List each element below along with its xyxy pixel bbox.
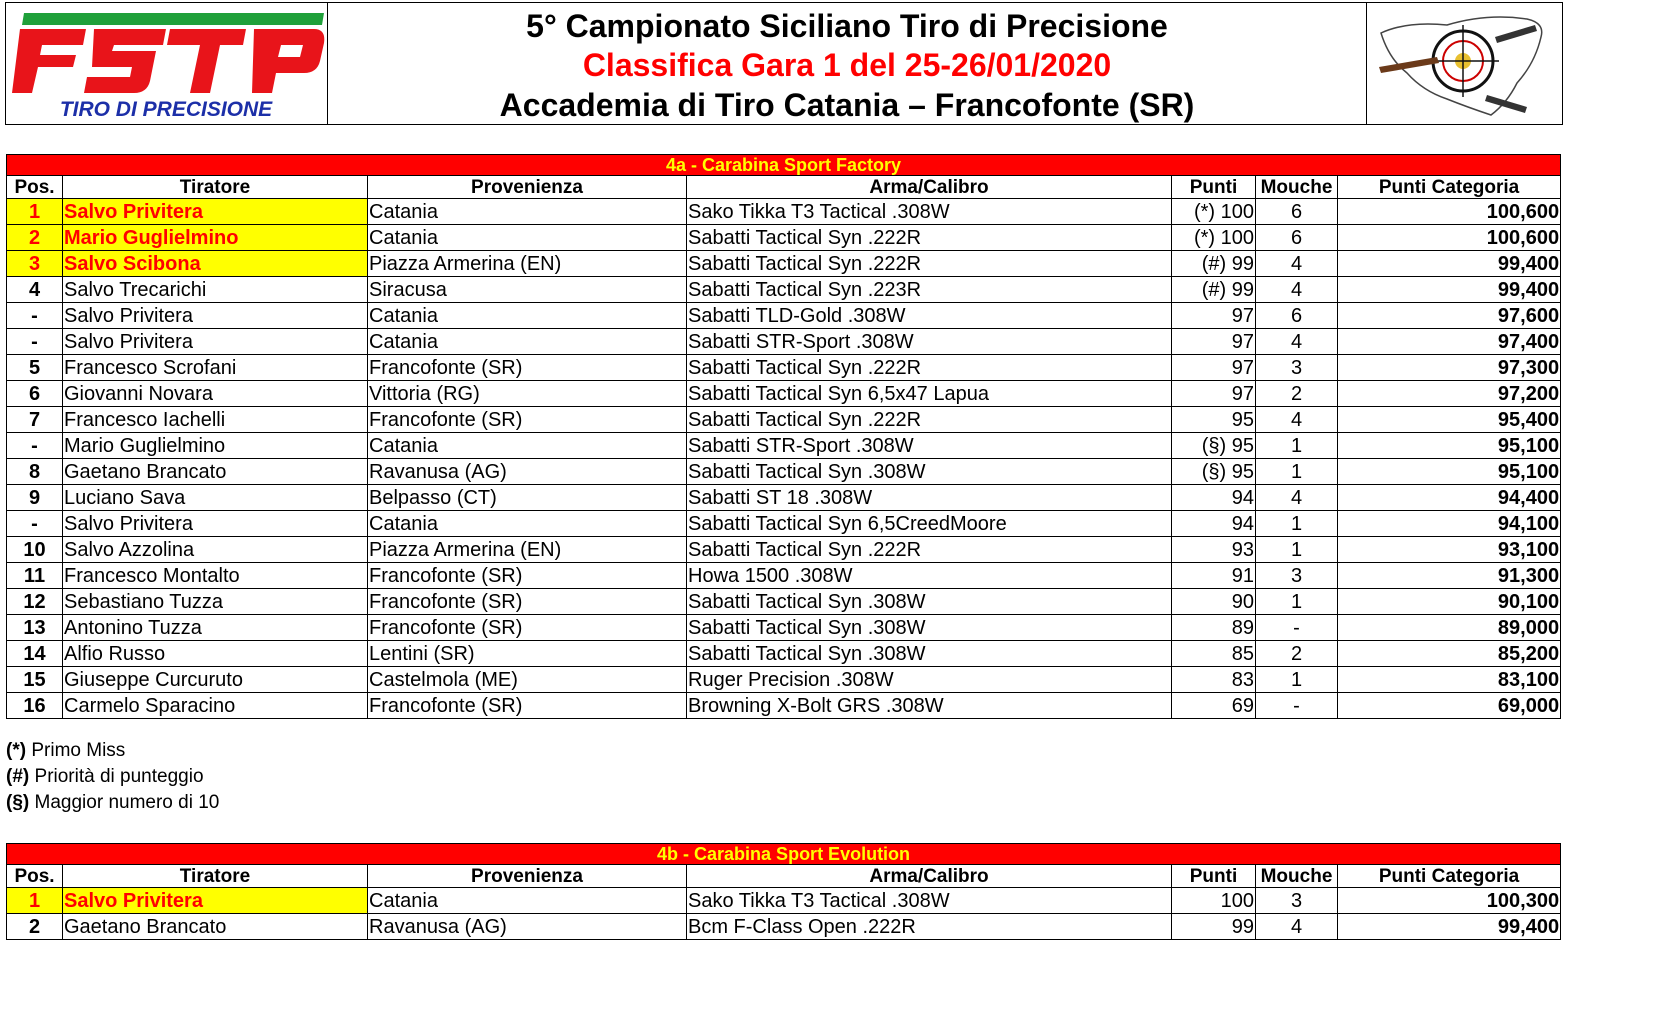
points-cell: (*) 100 — [1172, 225, 1256, 251]
points-cell: 91 — [1172, 563, 1256, 589]
points-cell: 85 — [1172, 641, 1256, 667]
origin-cell: Piazza Armerina (EN) — [368, 537, 687, 563]
position-cell: 4 — [7, 277, 63, 303]
col-pos: Pos. — [7, 865, 63, 888]
points-cell: 97 — [1172, 381, 1256, 407]
sicily-target-icon — [1367, 3, 1561, 124]
weapon-cell: Sabatti Tactical Syn .223R — [687, 277, 1172, 303]
col-mouche: Mouche — [1256, 865, 1338, 888]
position-cell: 16 — [7, 693, 63, 719]
origin-cell: Vittoria (RG) — [368, 381, 687, 407]
origin-cell: Francofonte (SR) — [368, 693, 687, 719]
shooter-cell: Salvo Trecarichi — [63, 277, 368, 303]
shooter-cell: Francesco Iachelli — [63, 407, 368, 433]
position-cell: 13 — [7, 615, 63, 641]
points-cell: 89 — [1172, 615, 1256, 641]
position-cell: - — [7, 433, 63, 459]
category-title: 4b - Carabina Sport Evolution — [7, 844, 1561, 865]
venue-title: Accademia di Tiro Catania – Francofonte (SR) — [499, 87, 1195, 123]
points-cell: 100 — [1172, 888, 1256, 914]
shooter-cell: Sebastiano Tuzza — [63, 589, 368, 615]
mouche-cell: 4 — [1256, 407, 1338, 433]
shooter-cell: Giovanni Novara — [63, 381, 368, 407]
table-row — [7, 459, 1561, 485]
table-row — [7, 615, 1561, 641]
table-row — [7, 693, 1561, 719]
position-cell: - — [7, 303, 63, 329]
shooter-cell: Alfio Russo — [63, 641, 368, 667]
mouche-cell: - — [1256, 615, 1338, 641]
origin-cell: Catania — [368, 225, 687, 251]
category-points-cell: 95,400 — [1338, 407, 1561, 433]
weapon-cell: Sabatti Tactical Syn .308W — [687, 589, 1172, 615]
category-title: 4a - Carabina Sport Factory — [7, 155, 1561, 176]
category-header-row — [7, 155, 1561, 176]
col-mouche: Mouche — [1256, 176, 1338, 199]
footnote: (#) Priorità di punteggio — [6, 766, 204, 787]
origin-cell: Francofonte (SR) — [368, 589, 687, 615]
category-points-cell: 69,000 — [1338, 693, 1561, 719]
table-row — [7, 407, 1561, 433]
points-cell: 94 — [1172, 485, 1256, 511]
mouche-cell: 2 — [1256, 381, 1338, 407]
championship-title: 5° Campionato Siciliano Tiro di Precisione — [526, 8, 1168, 44]
position-cell: 11 — [7, 563, 63, 589]
mouche-cell: 1 — [1256, 459, 1338, 485]
points-cell: 97 — [1172, 329, 1256, 355]
points-cell: 83 — [1172, 667, 1256, 693]
col-origin: Provenienza — [368, 865, 687, 888]
footnote: (*) Primo Miss — [6, 740, 126, 761]
weapon-cell: Sabatti Tactical Syn .222R — [687, 251, 1172, 277]
col-cat-points: Punti Categoria — [1338, 176, 1561, 199]
col-weapon: Arma/Calibro — [687, 176, 1172, 199]
position-cell: 1 — [7, 888, 63, 914]
position-cell: 14 — [7, 641, 63, 667]
table-row — [7, 485, 1561, 511]
weapon-cell: Bcm F-Class Open .222R — [687, 914, 1172, 940]
category-points-cell: 99,400 — [1338, 277, 1561, 303]
footnotes — [6, 738, 219, 816]
table-row — [7, 329, 1561, 355]
points-cell: 99 — [1172, 914, 1256, 940]
table-row — [7, 641, 1561, 667]
table-row — [7, 563, 1561, 589]
shooter-cell: Mario Guglielmino — [63, 225, 368, 251]
origin-cell: Siracusa — [368, 277, 687, 303]
shooter-cell: Francesco Montalto — [63, 563, 368, 589]
mouche-cell: 1 — [1256, 589, 1338, 615]
mouche-cell: 6 — [1256, 225, 1338, 251]
position-cell: 9 — [7, 485, 63, 511]
col-cat-points: Punti Categoria — [1338, 865, 1561, 888]
category-points-cell: 99,400 — [1338, 251, 1561, 277]
table-row — [7, 537, 1561, 563]
position-cell: 10 — [7, 537, 63, 563]
table-row — [7, 355, 1561, 381]
mouche-cell: 1 — [1256, 537, 1338, 563]
category-points-cell: 89,000 — [1338, 615, 1561, 641]
points-cell: 95 — [1172, 407, 1256, 433]
shooter-cell: Antonino Tuzza — [63, 615, 368, 641]
origin-cell: Francofonte (SR) — [368, 355, 687, 381]
shooter-cell: Salvo Privitera — [63, 329, 368, 355]
weapon-cell: Browning X-Bolt GRS .308W — [687, 693, 1172, 719]
mouche-cell: 3 — [1256, 355, 1338, 381]
category-points-cell: 83,100 — [1338, 667, 1561, 693]
weapon-cell: Sabatti Tactical Syn .222R — [687, 225, 1172, 251]
weapon-cell: Howa 1500 .308W — [687, 563, 1172, 589]
origin-cell: Catania — [368, 329, 687, 355]
weapon-cell: Sabatti TLD-Gold .308W — [687, 303, 1172, 329]
column-header-row — [7, 865, 1561, 888]
svg-text:TIRO DI PRECISIONE: TIRO DI PRECISIONE — [59, 98, 273, 121]
shooter-cell: Giuseppe Curcuruto — [63, 667, 368, 693]
shooter-cell: Salvo Privitera — [63, 511, 368, 537]
origin-cell: Francofonte (SR) — [368, 615, 687, 641]
points-cell: (§) 95 — [1172, 433, 1256, 459]
col-pos: Pos. — [7, 176, 63, 199]
points-cell: 69 — [1172, 693, 1256, 719]
category-points-cell: 100,300 — [1338, 888, 1561, 914]
weapon-cell: Sabatti Tactical Syn 6,5x47 Lapua — [687, 381, 1172, 407]
table-row — [7, 667, 1561, 693]
category-points-cell: 95,100 — [1338, 433, 1561, 459]
category-points-cell: 97,200 — [1338, 381, 1561, 407]
weapon-cell: Sabatti Tactical Syn .308W — [687, 615, 1172, 641]
position-cell: 8 — [7, 459, 63, 485]
mouche-cell: 1 — [1256, 511, 1338, 537]
origin-cell: Catania — [368, 511, 687, 537]
weapon-cell: Sako Tikka T3 Tactical .308W — [687, 888, 1172, 914]
mouche-cell: 1 — [1256, 433, 1338, 459]
position-cell: 2 — [7, 225, 63, 251]
mouche-cell: 4 — [1256, 914, 1338, 940]
position-cell: 15 — [7, 667, 63, 693]
table-row — [7, 914, 1561, 940]
weapon-cell: Sabatti Tactical Syn .308W — [687, 459, 1172, 485]
mouche-cell: 2 — [1256, 641, 1338, 667]
points-cell: (#) 99 — [1172, 251, 1256, 277]
mouche-cell: - — [1256, 693, 1338, 719]
weapon-cell: Sabatti ST 18 .308W — [687, 485, 1172, 511]
weapon-cell: Sabatti Tactical Syn .222R — [687, 355, 1172, 381]
origin-cell: Catania — [368, 433, 687, 459]
shooter-cell: Carmelo Sparacino — [63, 693, 368, 719]
shooter-cell: Gaetano Brancato — [63, 459, 368, 485]
origin-cell: Belpasso (CT) — [368, 485, 687, 511]
origin-cell: Lentini (SR) — [368, 641, 687, 667]
origin-cell: Catania — [368, 199, 687, 225]
table-row — [7, 511, 1561, 537]
category-points-cell: 93,100 — [1338, 537, 1561, 563]
origin-cell: Ravanusa (AG) — [368, 459, 687, 485]
shooter-cell: Salvo Privitera — [63, 199, 368, 225]
category-points-cell: 91,300 — [1338, 563, 1561, 589]
category-points-cell: 97,600 — [1338, 303, 1561, 329]
table-row — [7, 251, 1561, 277]
points-cell: (#) 99 — [1172, 277, 1256, 303]
table-row — [7, 277, 1561, 303]
table-row — [7, 225, 1561, 251]
origin-cell: Francofonte (SR) — [368, 563, 687, 589]
position-cell: 5 — [7, 355, 63, 381]
origin-cell: Ravanusa (AG) — [368, 914, 687, 940]
fstp-logo-icon — [6, 3, 326, 124]
mouche-cell: 4 — [1256, 485, 1338, 511]
table-row — [7, 303, 1561, 329]
weapon-cell: Sabatti STR-Sport .308W — [687, 433, 1172, 459]
category-points-cell: 100,600 — [1338, 225, 1561, 251]
footnote: (§) Maggior numero di 10 — [6, 792, 220, 813]
table-row — [7, 199, 1561, 225]
title-block — [328, 3, 1366, 124]
category-points-cell: 85,200 — [1338, 641, 1561, 667]
weapon-cell: Sabatti Tactical Syn .222R — [687, 537, 1172, 563]
position-cell: 6 — [7, 381, 63, 407]
category-header-row — [7, 844, 1561, 865]
position-cell: 3 — [7, 251, 63, 277]
fstp-logo — [6, 3, 328, 124]
table-row — [7, 589, 1561, 615]
points-cell: 94 — [1172, 511, 1256, 537]
points-cell: 93 — [1172, 537, 1256, 563]
mouche-cell: 6 — [1256, 303, 1338, 329]
origin-cell: Francofonte (SR) — [368, 407, 687, 433]
points-cell: 97 — [1172, 355, 1256, 381]
mouche-cell: 4 — [1256, 277, 1338, 303]
weapon-cell: Sabatti Tactical Syn .222R — [687, 407, 1172, 433]
position-cell: 12 — [7, 589, 63, 615]
ranking-table-4a — [6, 154, 1561, 719]
shooter-cell: Salvo Azzolina — [63, 537, 368, 563]
points-cell: (*) 100 — [1172, 199, 1256, 225]
ranking-table-4b — [6, 843, 1561, 940]
category-points-cell: 97,400 — [1338, 329, 1561, 355]
weapon-cell: Sabatti Tactical Syn .308W — [687, 641, 1172, 667]
col-weapon: Arma/Calibro — [687, 865, 1172, 888]
category-points-cell: 94,400 — [1338, 485, 1561, 511]
ranking-subtitle: Classifica Gara 1 del 25-26/01/2020 — [582, 47, 1112, 83]
shooter-cell: Luciano Sava — [63, 485, 368, 511]
column-header-row — [7, 176, 1561, 199]
origin-cell: Castelmola (ME) — [368, 667, 687, 693]
shooter-cell: Salvo Privitera — [63, 888, 368, 914]
category-points-cell: 99,400 — [1338, 914, 1561, 940]
mouche-cell: 6 — [1256, 199, 1338, 225]
position-cell: 2 — [7, 914, 63, 940]
shooter-cell: Francesco Scrofani — [63, 355, 368, 381]
mouche-cell: 4 — [1256, 251, 1338, 277]
shooter-cell: Mario Guglielmino — [63, 433, 368, 459]
category-points-cell: 90,100 — [1338, 589, 1561, 615]
category-points-cell: 97,300 — [1338, 355, 1561, 381]
weapon-cell: Sabatti STR-Sport .308W — [687, 329, 1172, 355]
col-points: Punti — [1172, 865, 1256, 888]
origin-cell: Piazza Armerina (EN) — [368, 251, 687, 277]
weapon-cell: Sabatti Tactical Syn 6,5CreedMoore — [687, 511, 1172, 537]
weapon-cell: Sako Tikka T3 Tactical .308W — [687, 199, 1172, 225]
table-row — [7, 888, 1561, 914]
mouche-cell: 3 — [1256, 563, 1338, 589]
col-points: Punti — [1172, 176, 1256, 199]
points-cell: (§) 95 — [1172, 459, 1256, 485]
document-header — [5, 2, 1563, 125]
category-points-cell: 95,100 — [1338, 459, 1561, 485]
table-row — [7, 381, 1561, 407]
sicily-emblem — [1366, 3, 1562, 124]
mouche-cell: 3 — [1256, 888, 1338, 914]
position-cell: - — [7, 511, 63, 537]
category-points-cell: 100,600 — [1338, 199, 1561, 225]
table-row — [7, 433, 1561, 459]
mouche-cell: 4 — [1256, 329, 1338, 355]
category-points-cell: 94,100 — [1338, 511, 1561, 537]
points-cell: 97 — [1172, 303, 1256, 329]
origin-cell: Catania — [368, 888, 687, 914]
position-cell: 1 — [7, 199, 63, 225]
col-origin: Provenienza — [368, 176, 687, 199]
col-shooter: Tiratore — [63, 865, 368, 888]
shooter-cell: Gaetano Brancato — [63, 914, 368, 940]
col-shooter: Tiratore — [63, 176, 368, 199]
origin-cell: Catania — [368, 303, 687, 329]
shooter-cell: Salvo Scibona — [63, 251, 368, 277]
shooter-cell: Salvo Privitera — [63, 303, 368, 329]
position-cell: 7 — [7, 407, 63, 433]
position-cell: - — [7, 329, 63, 355]
points-cell: 90 — [1172, 589, 1256, 615]
mouche-cell: 1 — [1256, 667, 1338, 693]
weapon-cell: Ruger Precision .308W — [687, 667, 1172, 693]
